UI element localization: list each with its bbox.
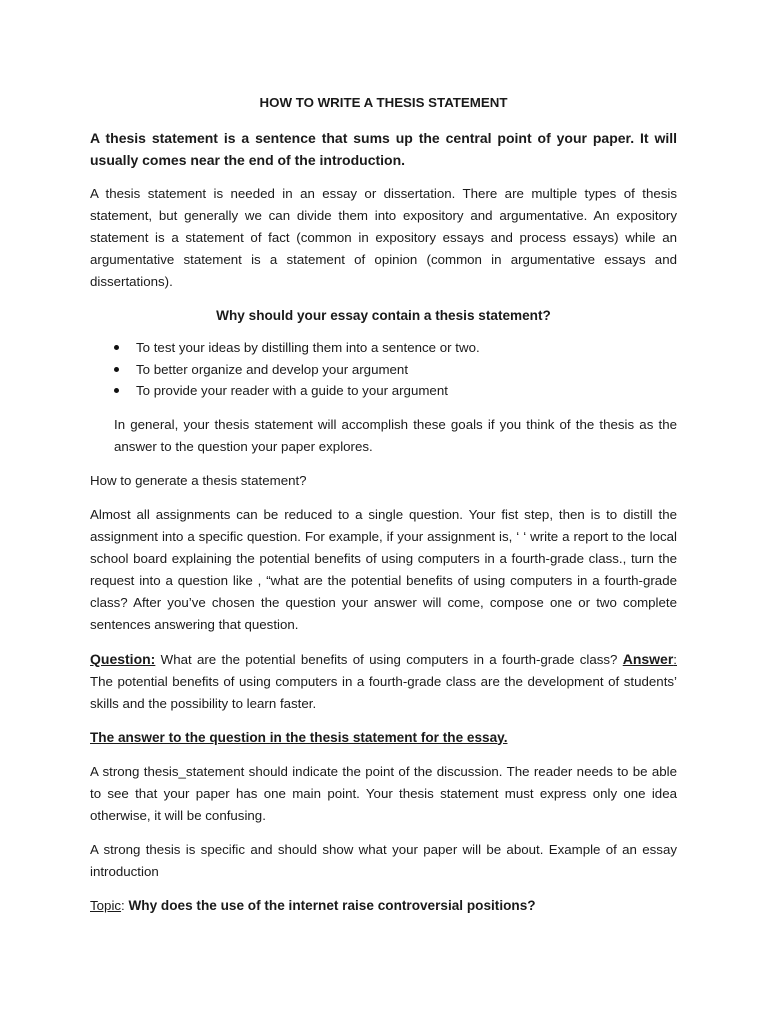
- document-title: HOW TO WRITE A THESIS STATEMENT: [259, 95, 508, 110]
- bullet-icon: [114, 345, 119, 350]
- question-answer-paragraph: [90, 648, 677, 715]
- list-item: [114, 337, 677, 359]
- topic-colon: :: [121, 897, 129, 913]
- lead-sentence: A thesis statement is a sentence that sums up the central point of your paper. It will usually comes near the end of the introduction.: [90, 130, 677, 168]
- bullet-icon: [114, 367, 119, 372]
- paragraph-strong-thesis-2: A strong thesis is specific and should show what your paper will be about. Example of an essay introduction: [90, 841, 677, 879]
- paragraph-thesis-types: A thesis statement is needed in an essay or dissertation. There are multiple types of thesis statement, but generally we can divide them into expository and argumentative. An expository statement is a statement of fact (common in expository essays and process essays) while an argumentative statement is a statement of opinion (common in argumentative essays and dissertations).: [90, 186, 677, 289]
- topic-label: Topic: [90, 897, 122, 913]
- list-item-text: To better organize and develop your argument: [136, 361, 409, 377]
- subheading-why: Why should your essay contain a thesis statement?: [216, 308, 551, 323]
- answer-heading: The answer to the question in the thesis statement for the essay.: [90, 729, 508, 745]
- list-item-text: To test your ideas by distilling them into a sentence or two.: [136, 340, 480, 355]
- list-item: [114, 359, 677, 381]
- topic-text: Why does the use of the internet raise controversial positions?: [128, 897, 536, 913]
- list-item-text: To provide your reader with a guide to your argument: [136, 383, 448, 398]
- question-label: Question:: [90, 650, 156, 667]
- bullet-icon: [114, 388, 119, 393]
- paragraph-assignments: Almost all assignments can be reduced to a single question. Your fist step, then is to distill the assignment into a specific question. For example, if your assignment is, ‘ ‘ write a report to the local school board explaining the potential benefits of using computers in a fourth-grade class., turn the request into a question like , “what are the potential benefits of using computers in a fourth-grade class? After you’ve chosen the question your answer will come, compose one or two complete sentences answering that question.: [90, 506, 677, 632]
- topic-line: [90, 895, 677, 917]
- question-text: What are the potential benefits of using computers in a fourth-grade class?: [155, 651, 623, 667]
- answer-colon: :: [673, 651, 677, 667]
- document-page: [90, 93, 677, 929]
- paragraph-strong-thesis-1: A strong thesis_statement should indicate the point of the discussion. The reader needs to be able to see that your paper has one main point. Your thesis statement must express only one idea otherwise, it will be confusing.: [90, 763, 677, 823]
- list-item: [114, 380, 677, 402]
- bullet-list: [90, 337, 677, 402]
- answer-text: The potential benefits of using computers in a fourth-grade class are the development of students’ skills and the possibility to learn faster.: [90, 673, 677, 711]
- how-to-generate-line: How to generate a thesis statement?: [90, 472, 307, 488]
- paragraph-general: In general, your thesis statement will accomplish these goals if you think of the thesis as the answer to the question your paper explores.: [114, 416, 677, 454]
- answer-label: Answer: [622, 650, 674, 667]
